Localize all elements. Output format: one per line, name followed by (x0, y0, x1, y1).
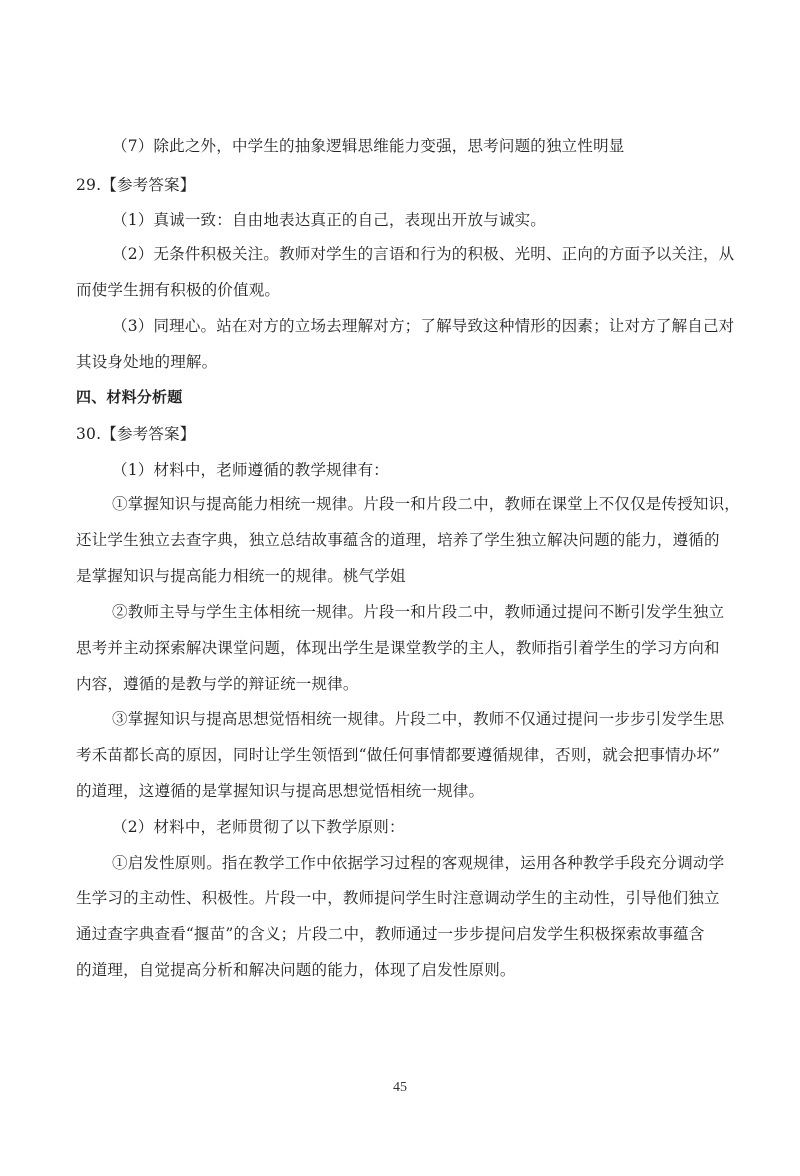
paragraph-line: ①掌握知识与提高能力相统一规律。片段一和片段二中，教师在课堂上不仅仅是传授知识， (112, 495, 741, 513)
paragraph-line: 的道理，自觉提高分析和解决问题的能力，体现了启发性原则。 (76, 961, 516, 979)
page-number: 45 (393, 1080, 407, 1095)
paragraph-line: 还让学生独立去查字典，独立总结故事蕴含的道理，培养了学生独立解决问题的能力，遵循的 (76, 531, 720, 549)
paragraph-line: ①启发性原则。指在教学工作中依据学习过程的客观规律，运用各种教学手段充分调动学 (112, 854, 725, 872)
paragraph-line: 的道理，这遵循的是掌握知识与提高思想觉悟相统一规律。 (76, 782, 485, 800)
paragraph-line: （2）材料中，老师贯彻了以下教学原则： (112, 818, 405, 836)
paragraph-line: 通过查字典查看“揠苗”的含义；片段二中，教师通过一步步提问启发学生积极探索故事蕴含 (76, 925, 705, 943)
paragraph-line: ③掌握知识与提高思想觉悟相统一规律。片段二中，教师不仅通过提问一步步引发学生思 (112, 710, 725, 728)
paragraph-line: 生学习的主动性、积极性。片段一中，教师提问学生时注意调动学生的主动性，引导他们独立 (76, 889, 720, 907)
paragraph-line: ②教师主导与学生主体相统一规律。片段一和片段二中，教师通过提问不断引发学生独立 (112, 603, 725, 621)
paragraph-line: （1）材料中，老师遵循的教学规律有： (112, 461, 389, 479)
paragraph-line: 而使学生拥有积极的价值观。 (76, 281, 281, 299)
paragraph-line: 其设身处地的理解。 (76, 353, 218, 371)
paragraph-line: （3）同理心。站在对方的立场去理解对方；了解导致这种情形的因素；让对方了解自己对 (112, 317, 735, 335)
paragraph-line: 是掌握知识与提高能力相统一的规律。桃气学姐 (76, 567, 406, 585)
paragraph-line: （2）无条件积极关注。教师对学生的言语和行为的积极、光明、正向的方面予以关注，从 (112, 245, 735, 263)
section-heading: 四、材料分析题 (76, 388, 183, 406)
answer-heading-30: 30.【参考答案】 (76, 425, 196, 443)
paragraph-line: （7）除此之外，中学生的抽象逻辑思维能力变强，思考问题的独立性明显 (112, 137, 625, 155)
answer-heading-29: 29.【参考答案】 (76, 176, 196, 194)
paragraph-line: 考禾苗都长高的原因，同时让学生领悟到“做任何事情都要遵循规律，否则，就会把事情办坏” (76, 746, 721, 764)
paragraph-line: 思考并主动探索解决课堂问题，体现出学生是课堂教学的主人，教师指引着学生的学习方向和 (76, 639, 720, 657)
paragraph-line: 内容，遵循的是教与学的辩证统一规律。 (76, 675, 359, 693)
paragraph-line: （1）真诚一致：自由地表达真正的自己，表现出开放与诚实。 (112, 211, 546, 229)
